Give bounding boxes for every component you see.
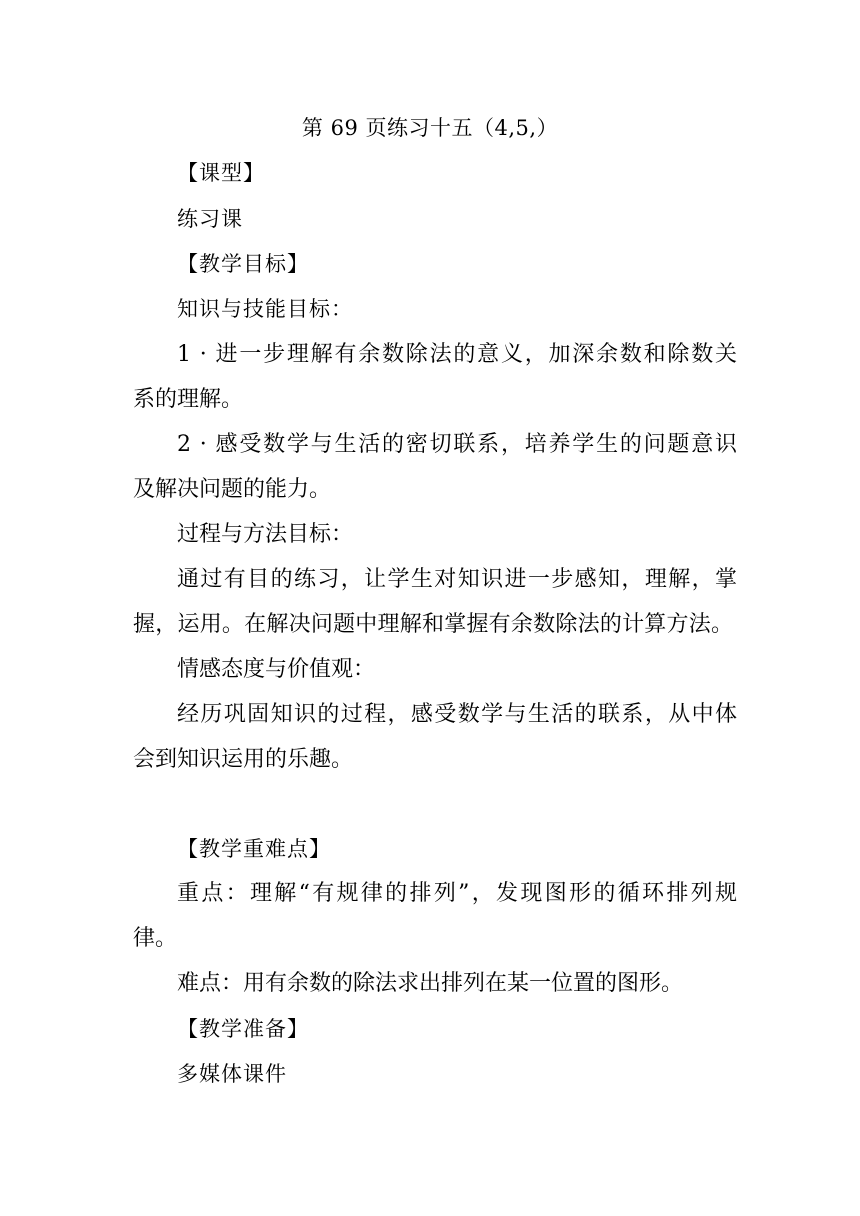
emotion-heading: 情感态度与价值观： xyxy=(177,657,376,682)
process-line1: 通过有目的练习，让学生对知识进一步感知，理解，掌 xyxy=(177,567,737,592)
goal1-line1: 1 · 进一步理解有余数除法的意义，加深余数和除数关 xyxy=(177,342,737,367)
goal2-line1: 2 · 感受数学与生活的密切联系，培养学生的问题意识 xyxy=(177,432,737,457)
prep-heading: 【教学准备】 xyxy=(177,1017,309,1041)
key-points-heading: 【教学重难点】 xyxy=(177,837,331,861)
emotion-line2: 会到知识运用的乐趣。 xyxy=(133,747,354,772)
process-line2: 握，运用。在解决问题中理解和掌握有余数除法的计算方法。 xyxy=(133,612,733,637)
lesson-type-value: 练习课 xyxy=(177,207,243,231)
page-title: 第 69 页练习十五（4,5,） xyxy=(301,116,559,140)
goal2-line2: 及解决问题的能力。 xyxy=(133,477,332,502)
goal1-line2: 系的理解。 xyxy=(133,387,244,412)
key-line2: 律。 xyxy=(133,926,178,951)
prep-value: 多媒体课件 xyxy=(177,1062,287,1086)
key-line1: 重点：理解“有规律的排列”，发现图形的循环排列规 xyxy=(177,881,737,906)
lesson-type-heading: 【课型】 xyxy=(177,161,265,185)
process-heading: 过程与方法目标： xyxy=(177,522,354,547)
emotion-line1: 经历巩固知识的过程，感受数学与生活的联系，从中体 xyxy=(177,702,737,727)
difficulty-line: 难点：用有余数的除法求出排列在某一位置的图形。 xyxy=(177,971,684,996)
goals-heading: 【教学目标】 xyxy=(177,252,309,276)
knowledge-heading: 知识与技能目标： xyxy=(177,297,353,321)
